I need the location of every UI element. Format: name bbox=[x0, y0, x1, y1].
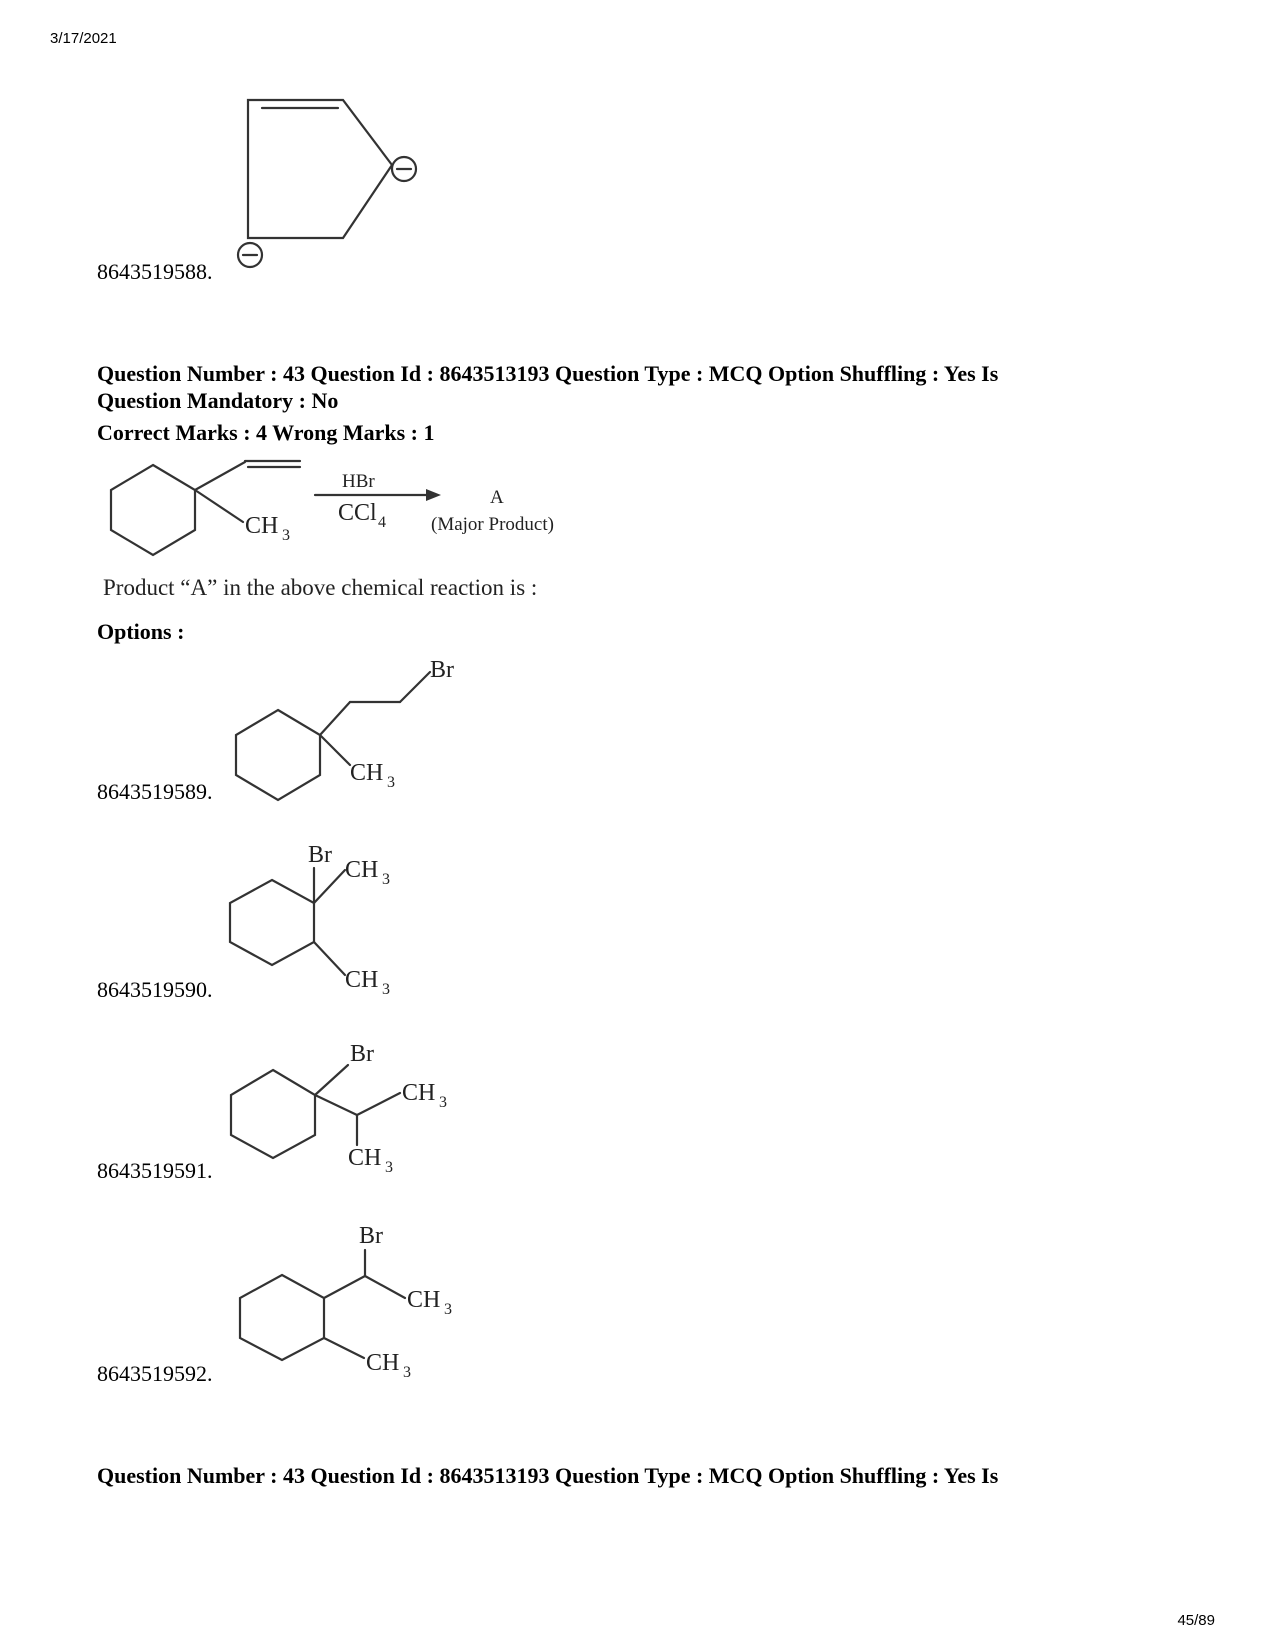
next-question-header: Question Number : 43 Question Id : 8643513193 Question Type : MCQ Option Shuffling : Yes Is bbox=[97, 1463, 999, 1488]
reagent-bottom-subscript: 4 bbox=[378, 514, 386, 531]
question-meta-line2: Question Mandatory : No bbox=[97, 388, 339, 413]
option-1-id[interactable]: 8643519589. bbox=[97, 779, 213, 804]
option-3-ch-bottom-sub: 3 bbox=[385, 1159, 393, 1176]
previous-option-id: 8643519588. bbox=[97, 259, 213, 284]
reagent-bottom: CCl bbox=[338, 500, 377, 526]
question-prompt: Product “A” in the above chemical reaction is : bbox=[103, 575, 538, 600]
option-4-ch-bottom-sub: 3 bbox=[403, 1364, 411, 1381]
option-2-ch-top-sub: 3 bbox=[382, 871, 390, 888]
reagent-top: HBr bbox=[342, 471, 375, 492]
option-2-ch-bottom-sub: 3 bbox=[382, 981, 390, 998]
option-3-id[interactable]: 8643519591. bbox=[97, 1158, 213, 1183]
option-3-br: Br bbox=[350, 1041, 374, 1067]
reactant-ch-label: CH bbox=[245, 513, 279, 539]
option-1-ch-sub: 3 bbox=[387, 774, 395, 791]
product-note: (Major Product) bbox=[431, 514, 554, 535]
option-2-id[interactable]: 8643519590. bbox=[97, 977, 213, 1002]
option-3-ch-bottom: CH bbox=[348, 1145, 382, 1171]
option-1-ch: CH bbox=[350, 760, 384, 786]
question-marks: Correct Marks : 4 Wrong Marks : 1 bbox=[97, 420, 435, 445]
product-label: A bbox=[490, 487, 504, 508]
option-4-id[interactable]: 8643519592. bbox=[97, 1361, 213, 1386]
question-meta-line1: Question Number : 43 Question Id : 8643513193 Question Type : MCQ Option Shuffling : Yes Is bbox=[97, 361, 999, 386]
option-4-ch-bottom: CH bbox=[366, 1350, 400, 1376]
option-3-ch-right: CH bbox=[402, 1080, 436, 1106]
option-3-ch-right-sub: 3 bbox=[439, 1094, 447, 1111]
option-2-ch-bottom: CH bbox=[345, 967, 379, 993]
option-4-br: Br bbox=[359, 1223, 383, 1249]
page-number: 45/89 bbox=[1177, 1612, 1215, 1629]
page-date: 3/17/2021 bbox=[50, 30, 117, 47]
option-1-br: Br bbox=[430, 657, 454, 683]
reactant-ch-subscript: 3 bbox=[282, 527, 290, 544]
question-header bbox=[97, 360, 1197, 446]
option-4-ch-right: CH bbox=[407, 1287, 441, 1313]
options-label: Options : bbox=[97, 619, 185, 644]
option-4-ch-right-sub: 3 bbox=[444, 1301, 452, 1318]
option-2-ch-top: CH bbox=[345, 857, 379, 883]
option-2-br: Br bbox=[308, 842, 332, 868]
